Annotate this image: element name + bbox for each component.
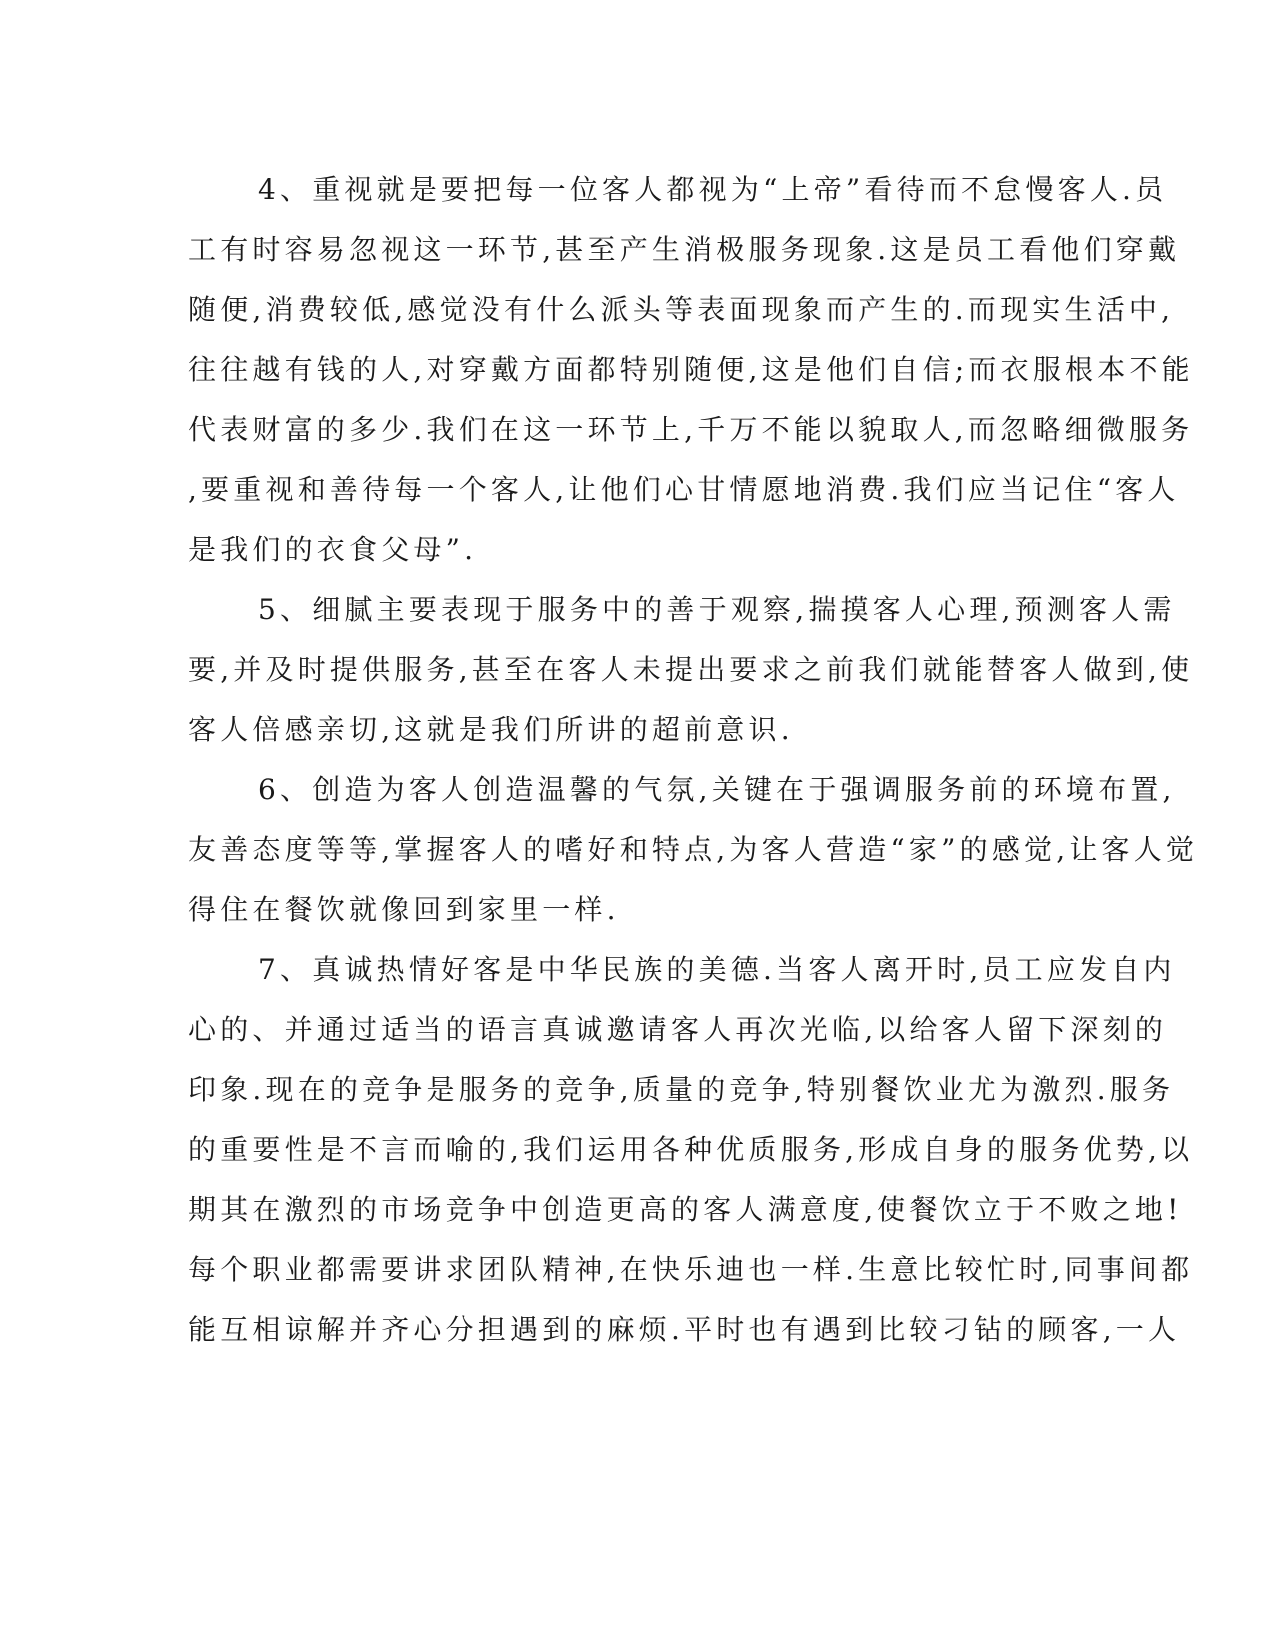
text-line: 代表财富的多少.我们在这一环节上,千万不能以貌取人,而忽略细微服务 <box>188 413 1194 446</box>
text-line: 4、重视就是要把每一位客人都视为“上帝”看待而不怠慢客人.员 <box>258 173 1168 206</box>
text-line: 往往越有钱的人,对穿戴方面都特别随便,这是他们自信;而衣服根本不能 <box>188 353 1194 386</box>
body-text <box>188 160 1199 1360</box>
paragraph-6 <box>188 760 1199 940</box>
text-line: 是我们的衣食父母”. <box>188 533 478 566</box>
text-line: 7、真诚热情好客是中华民族的美德.当客人离开时,员工应发自内 <box>258 953 1176 986</box>
text-line: 印象.现在的竞争是服务的竞争,质量的竞争,特别餐饮业尤为激烈.服务 <box>188 1073 1175 1106</box>
text-line: 每个职业都需要讲求团队精神,在快乐迪也一样.生意比较忙时,同事间都 <box>188 1253 1194 1286</box>
text-line: 友善态度等等,掌握客人的嗜好和特点,为客人营造“家”的感觉,让客人觉 <box>188 833 1199 866</box>
paragraph-4 <box>188 160 1194 580</box>
text-line: 能互相谅解并齐心分担遇到的麻烦.平时也有遇到比较刁钻的顾客,一人 <box>188 1313 1181 1346</box>
text-line: 客人倍感亲切,这就是我们所讲的超前意识. <box>188 713 794 746</box>
text-line: 要,并及时提供服务,甚至在客人未提出要求之前我们就能替客人做到,使 <box>188 653 1194 686</box>
text-line: 心的、并通过适当的语言真诚邀请客人再次光临,以给客人留下深刻的 <box>188 1013 1168 1046</box>
paragraph-5 <box>188 580 1194 760</box>
text-line: ,要重视和善待每一个客人,让他们心甘情愿地消费.我们应当记住“客人 <box>188 473 1180 506</box>
text-line: 的重要性是不言而喻的,我们运用各种优质服务,形成自身的服务优势,以 <box>188 1133 1194 1166</box>
text-line: 6、创造为客人创造温馨的气氛,关键在于强调服务前的环境布置, <box>258 773 1176 806</box>
text-line: 工有时容易忽视这一环节,甚至产生消极服务现象.这是员工看他们穿戴 <box>188 233 1181 266</box>
text-line: 随便,消费较低,感觉没有什么派头等表面现象而产生的.而现实生活中, <box>188 293 1175 326</box>
text-line: 5、细腻主要表现于服务中的善于观察,揣摸客人心理,预测客人需 <box>258 593 1176 626</box>
paragraph-7 <box>188 940 1194 1360</box>
text-line: 期其在激烈的市场竞争中创造更高的客人满意度,使餐饮立于不败之地! <box>188 1193 1183 1226</box>
text-line: 得住在餐饮就像回到家里一样. <box>188 893 620 926</box>
